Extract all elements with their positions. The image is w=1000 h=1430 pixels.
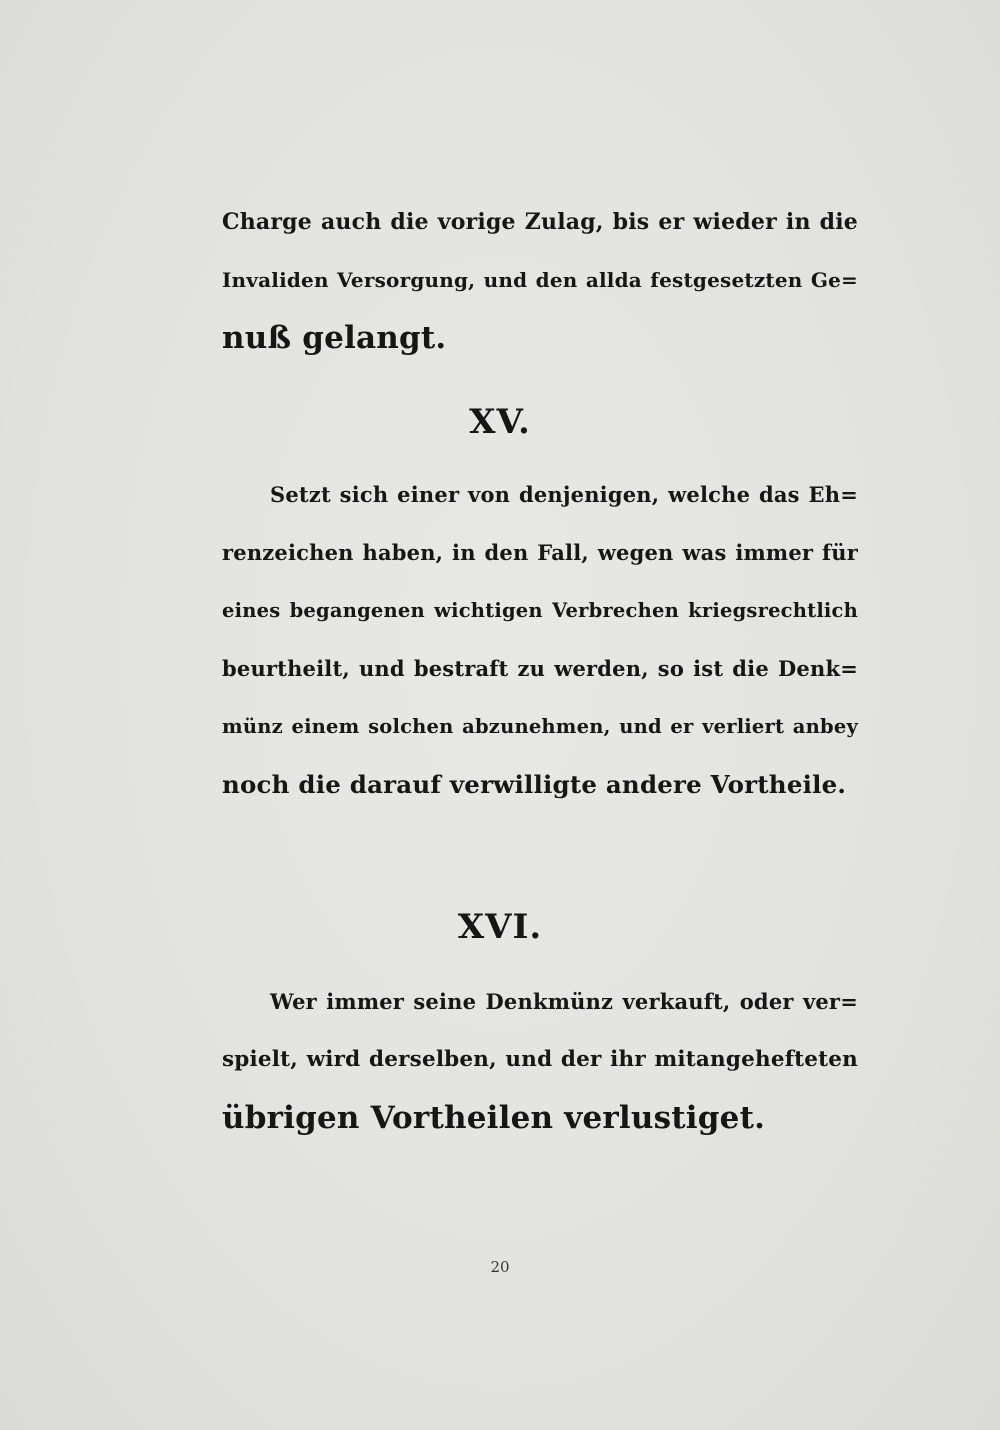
text-line: spielt, wird derselben, und der ihr mitangehefteten — [222, 1047, 858, 1072]
text-line: beurtheilt, und bestraft zu werden, so ist die Denk= — [222, 656, 858, 681]
text-line: renzeichen haben, in den Fall, wegen was immer für — [222, 540, 858, 565]
text-line: Charge auch die vorige Zulag, bis er wieder in die — [222, 209, 858, 235]
text-line: eines begangenen wichtigen Verbrechen kriegsrechtlich — [222, 599, 858, 622]
page-number: 20 — [490, 1258, 510, 1276]
text-line: münz einem solchen abzunehmen, und er verliert anbey — [222, 715, 858, 738]
text-line: Invaliden Versorgung, und den allda festgesetzten Ge= — [222, 268, 858, 292]
section-heading-xvi: XVI. — [457, 907, 543, 947]
section-xvi-paragraph — [222, 973, 858, 1147]
text-line: nuß gelangt. — [222, 320, 447, 356]
text-line: Setzt sich einer von denjenigen, welche das Eh= — [270, 482, 858, 507]
intro-paragraph — [222, 193, 858, 367]
section-heading-xv: XV. — [469, 402, 531, 442]
text-line: Wer immer seine Denkmünz verkauft, oder ver= — [270, 989, 858, 1014]
text-line: noch die darauf verwilligte andere Vortheile. — [222, 770, 847, 799]
section-xv-paragraph — [222, 466, 858, 814]
text-line: übrigen Vortheilen verlustiget. — [222, 1100, 766, 1136]
